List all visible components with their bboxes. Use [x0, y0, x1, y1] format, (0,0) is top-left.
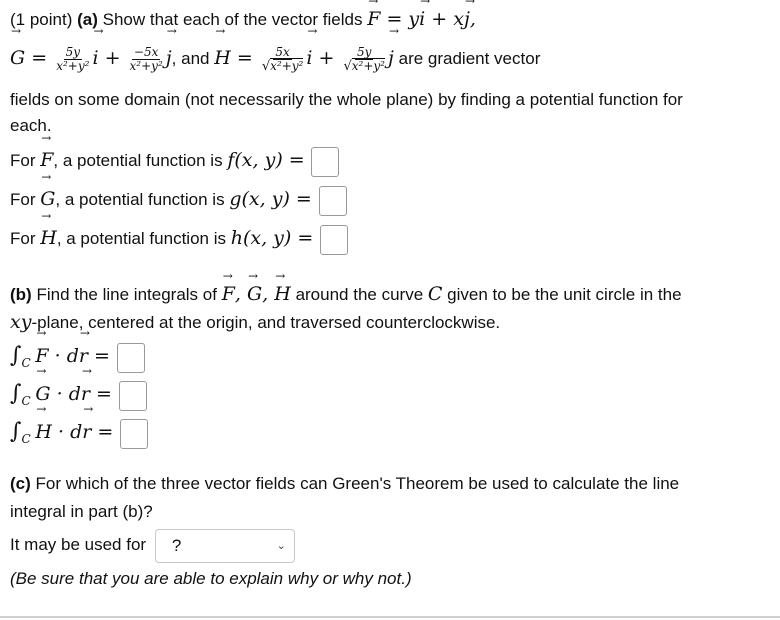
part-c-text2: integral in part (b)? — [10, 502, 153, 521]
may-be-used-label: It may be used for — [10, 535, 147, 554]
potential-label: , a potential function is — [55, 190, 225, 209]
intro-text: Show that each of the vector fields — [102, 10, 363, 29]
part-c-label: (c) — [10, 474, 31, 493]
for-label: For — [10, 190, 36, 209]
potential-label: , a potential function is — [53, 151, 223, 170]
select-value: ? — [171, 535, 182, 555]
part-b-label: (b) — [10, 285, 32, 304]
potential-F-row: For → F, a potential function is f(x, y) = — [10, 145, 339, 177]
potential-H-row: For → H, a potential function is h(x, y) = — [10, 223, 348, 255]
potential-H-input[interactable] — [320, 225, 348, 255]
each-text: each. — [10, 116, 52, 135]
problem-intro-line — [10, 8, 476, 31]
field-H-definition: → H = $\frac{5x}{\text{√x²+y²}}$ → i + $\frac{5y}{\text{√x²+y²}}$ → j — [214, 47, 394, 69]
potential-label: , a potential function is — [56, 229, 226, 248]
part-b-line1: (b) Find the line integrals of → F, → G, → H around the curve C given to be the unit circle in the — [10, 283, 682, 306]
field-F-definition: → F = y→ i + x→ j, — [367, 8, 476, 30]
field-G-definition: → G = $\frac{5y}{\text{x²+y²}}$ → i + $\frac{-5x}{\text{x²+y²}}$ → j — [10, 47, 172, 69]
and-text: , and — [171, 49, 210, 68]
gradient-text: are gradient vector — [398, 49, 541, 68]
fields-text: fields on some domain (not necessarily the whole plane) by finding a potential function for — [10, 90, 683, 109]
integral-G-row: $\int_C \to G \cdot d\to r$ = — [10, 378, 147, 412]
part-c-select-row — [10, 528, 295, 563]
integral-G-input[interactable] — [119, 381, 147, 411]
part-a-label: (a) — [77, 10, 98, 29]
potential-F-input[interactable] — [311, 147, 339, 177]
part-c-text1: For which of the three vector fields can Green's Theorem be used to calculate the line — [35, 474, 680, 493]
integral-F-input[interactable] — [117, 343, 145, 373]
fields-G-H-line — [10, 38, 540, 79]
points-label: (1 point) — [10, 10, 73, 29]
potential-G-row: For → G, a potential function is g(x, y) = — [10, 184, 347, 216]
part-b-text2: around the curve — [295, 285, 424, 304]
integral-F-row: $\int_C \to F \cdot d\to r$ = — [10, 340, 145, 374]
part-b-text3: given to be the unit circle in the — [447, 285, 682, 304]
for-label: For — [10, 151, 36, 170]
part-b-text4: -plane, centered at the origin, and traversed counterclockwise. — [31, 313, 501, 332]
f-function: f(x, y) = — [227, 149, 305, 171]
integral-H-input[interactable] — [120, 419, 148, 449]
bottom-divider — [0, 616, 780, 618]
g-function: g(x, y) = — [229, 188, 312, 210]
integral-H-row: $\int_C \to H \cdot d\to r$ = — [10, 416, 148, 450]
for-label: For — [10, 229, 36, 248]
h-function: h(x, y) = — [230, 227, 314, 249]
part-b-text1: Find the line integrals of — [36, 285, 217, 304]
potential-G-input[interactable] — [319, 186, 347, 216]
chevron-down-icon: ⌄ — [276, 539, 286, 552]
green-theorem-select[interactable] — [155, 529, 295, 563]
part-b-line2: xy-plane, centered at the origin, and traversed counterclockwise. — [10, 311, 501, 333]
part-c-line1 — [10, 473, 679, 495]
explain-note: (Be sure that you are able to explain why or why not.) — [10, 569, 412, 588]
